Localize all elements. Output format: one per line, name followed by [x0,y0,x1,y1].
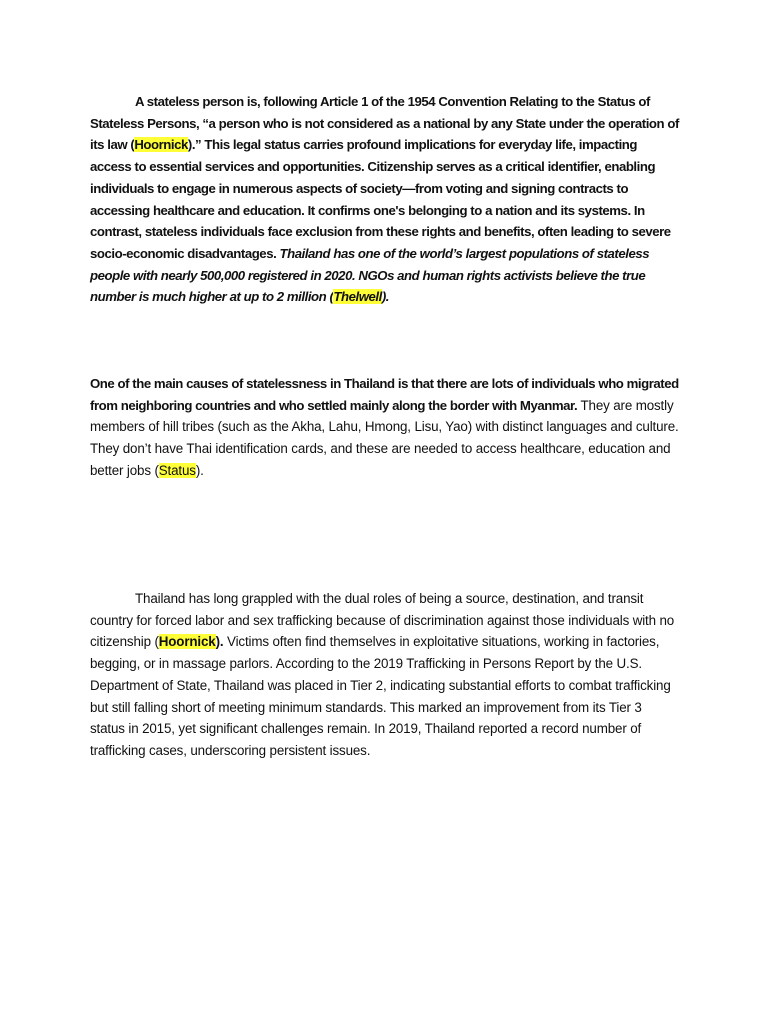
citation-thelwell: Thelwell [333,289,382,305]
paragraph-causes [90,373,680,482]
p3-text-3: Victims often find themselves in exploitative situations, working in factories, begging, or in massage parlors. According to the 2019 Trafficking in Persons Report by the U.S. Department of State, Thailand was placed in Tier 2, indicating substantial efforts to combat trafficking but still falling short of meeting minimum standards. This marked an improvement from its Tier 3 status in 2015, yet significant challenges remain. In 2019, Thailand reported a record number of trafficking cases, underscoring persistent issues. [90,634,671,758]
p2-text-3: ). [195,462,204,478]
paragraph-trafficking [90,588,680,762]
p3-text-2: ). [215,634,224,650]
p2-text-1: One of the main causes of statelessness in Thailand is that there are lots of individuals who migrated from neighboring countries and who settled mainly along the border with Myanmar. [90,376,679,413]
p1-text-3: Thailand has one of the world’s largest populations of stateless people with nearly 500,000 registered in 2020. NGOs and human rights activists believe the true number is much higher at up to 2 million ( [90,245,650,305]
p2-text-2: They are mostly members of hill tribes (such as the Akha, Lahu, Hmong, Lisu, Yao) with distinct languages and culture. They don’t have Thai identification cards, and these are needed to access healthcare, education and better jobs ( [90,397,679,478]
p1-text-1: A stateless person is, following Article 1 of the 1954 Convention Relating to the Status of Stateless Persons, “a person who is not considered as a national by any State under the operation of its law ( [90,94,679,153]
p3-text-1: Thailand has long grappled with the dual roles of being a source, destination, and transit country for forced labor and sex trafficking because of discrimination against those individuals with no citizenship ( [90,591,675,650]
citation-status: Status [158,462,196,478]
p1-text-4: ). [381,289,389,305]
paragraph-stateless-definition [90,91,680,308]
citation-hoornick-2: Hoornick [158,634,216,650]
p1-text-2: ).” This legal status carries profound implications for everyday life, impacting access to essential services and opportunities. Citizenship serves as a critical identifier, enabling individuals to engage in numerous aspects of society—from voting and signing contracts to accessing healthcare and education. It confirms one's belonging to a nation and its systems. In contrast, stateless individuals face exclusion from these rights and benefits, often leading to severe socio-economic disadvantages. [90,137,671,261]
citation-hoornick: Hoornick [134,137,188,153]
